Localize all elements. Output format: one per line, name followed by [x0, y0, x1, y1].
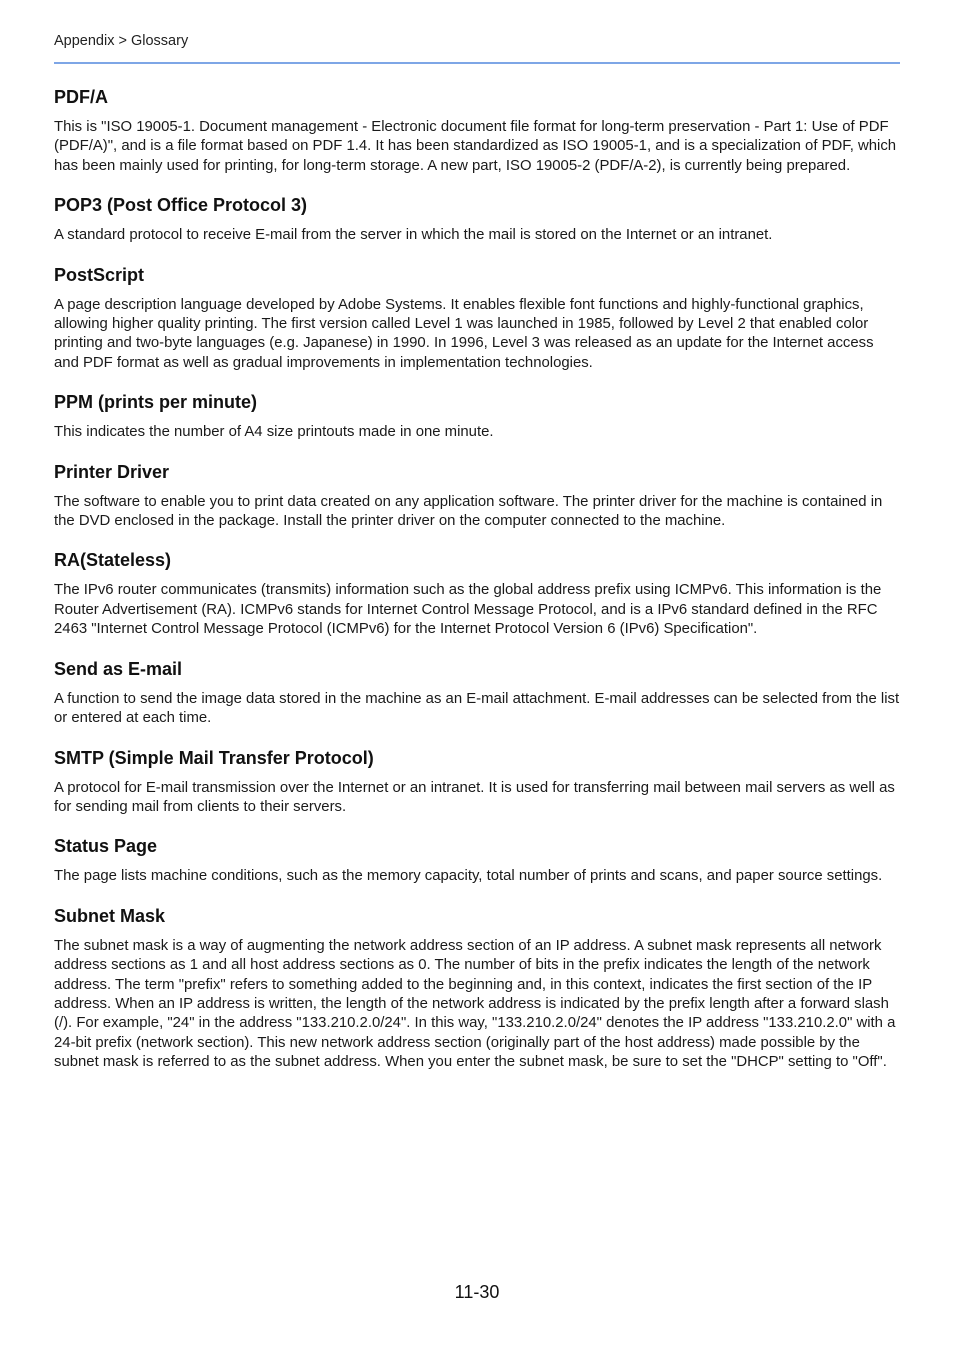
glossary-entry-smtp — [54, 747, 900, 818]
glossary-term: POP3 (Post Office Protocol 3) — [54, 195, 308, 216]
glossary-definition: The page lists machine conditions, such as the memory capacity, total number of prints and scans, and paper source settings. — [54, 868, 883, 885]
glossary-definition: A page description language developed by Adobe Systems. It enables flexible font functions and highly-functional graphics, allowing higher quality printing. The first version called Level 1 was launched in 1985, followed by Level 2 that enabled color printing and two-byte languages (e.g. Japanese) in 1990. In 1996, Level 3 was released as an update for the Internet access and PDF format as well as gradual improvements in implementation technologies. — [54, 296, 874, 371]
glossary-definition: This is "ISO 19005-1. Document management - Electronic document file format for long-term preservation - Part 1: Use of PDF (PDF/A)", and is a file format based on PDF 1.4. It has been standardized as ISO 19005-1, and is a specialization of PDF, which has been mainly used for printing, for long-term storage. A new part, ISO 19005-2 (PDF/A-2), is currently being prepared. — [54, 119, 897, 174]
glossary-term: Printer Driver — [54, 461, 170, 482]
glossary-entry-pop3 — [54, 194, 900, 245]
glossary-term: Subnet Mask — [54, 905, 166, 926]
glossary-entry-postscript — [54, 264, 900, 374]
glossary-term: SMTP (Simple Mail Transfer Protocol) — [54, 747, 374, 768]
glossary-definition: A standard protocol to receive E-mail from the server in which the mail is stored on the Internet or an intranet. — [54, 227, 773, 244]
glossary-term: Send as E-mail — [54, 658, 183, 679]
glossary-definition: A protocol for E-mail transmission over the Internet or an intranet. It is used for transferring mail between mail servers as well as for sending mail from clients to their servers. — [54, 779, 895, 815]
glossary-term: PostScript — [54, 264, 145, 285]
glossary-content — [54, 86, 900, 1091]
glossary-entry-send-as-email — [54, 658, 900, 729]
glossary-term: PDF/A — [54, 87, 108, 107]
page-number: 11-30 — [454, 1282, 500, 1302]
glossary-term: PPM (prints per minute) — [54, 392, 258, 413]
header-divider — [54, 62, 900, 64]
glossary-entry-pdfa — [54, 86, 900, 176]
glossary-entry-ppm — [54, 391, 900, 442]
glossary-definition: The software to enable you to print data created on any application software. The printer driver for the machine is contained in the DVD enclosed in the package. Install the printer driver on the computer connected to the machine. — [54, 493, 883, 530]
glossary-definition: The IPv6 router communicates (transmits) information such as the global address prefix using ICMPv6. This information is the Router Advertisement (RA). ICMPv6 stands for Internet Control Message Protocol, and is a IPv6 standard defined in the RFC 2463 "Internet Control Message Protocol (ICMPv6) for the Internet Protocol Version 6 (IPv6) Specification". — [54, 582, 882, 638]
glossary-entry-status-page — [54, 835, 900, 886]
glossary-entry-printer-driver — [54, 461, 900, 532]
glossary-entry-ra-stateless — [54, 549, 900, 639]
glossary-entry-subnet-mask — [54, 905, 900, 1073]
breadcrumb: Appendix > Glossary — [54, 33, 189, 49]
glossary-term: Status Page — [54, 836, 158, 857]
glossary-definition: This indicates the number of A4 size printouts made in one minute. — [54, 424, 494, 441]
glossary-definition: The subnet mask is a way of augmenting the network address section of an IP address. A subnet mask represents all network address sections as 1 and all host address sections as 0. The number of bits in the prefix indicates the length of the network address. The term "prefix" refers to something added to the beginning and, in this context, indicates the first section of the IP address. When an IP address is written, the length of the network address is indicated by the prefix length after a forward slash (/). For example, "24" in the address "133.210.2.0/24". In this way, "133.210.2.0/24" denotes the IP address "133.210.2.0" with a 24-bit prefix (network section). This new network address section (originally part of the host address) made possible by the subnet mask is referred to as the subnet address. When you enter the subnet mask, be sure to set the "DHCP" setting to "Off". — [54, 937, 896, 1071]
glossary-definition: A function to send the image data stored in the machine as an E-mail attachment. E-mail addresses can be selected from the list or entered at each time. — [54, 690, 900, 727]
glossary-term: RA(Stateless) — [54, 550, 172, 571]
